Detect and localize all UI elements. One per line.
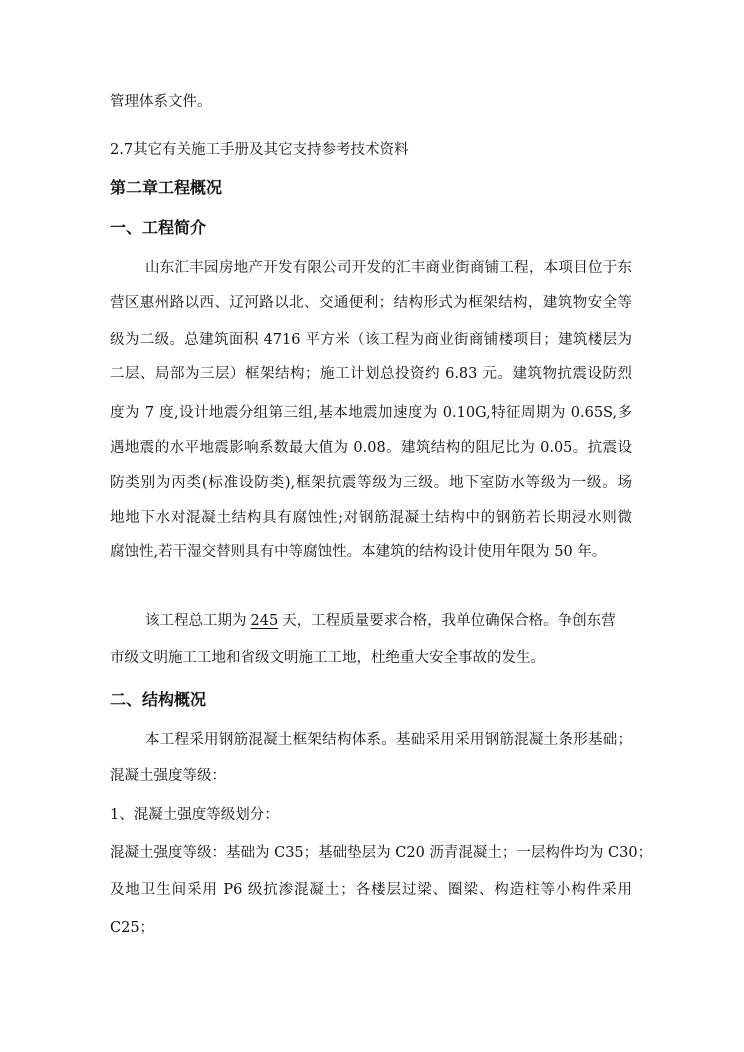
paragraph-line: 级为二级。总建筑面积 4716 平方米（该工程为商业街商铺楼项目；建筑楼层为 (110, 332, 632, 348)
paragraph-line: 混凝土强度等级： (110, 768, 226, 784)
paragraph-line: 混凝土强度等级：基础为 C35；基础垫层为 C20 沥青混凝土；一层构件均为 C30； (110, 845, 653, 861)
paragraph-line: 地地下水对混凝土结构具有腐蚀性;对钢筋混凝土结构中的钢筋若长期浸水则微 (110, 510, 632, 526)
paragraph-line: 1、混凝土强度等级划分： (110, 807, 279, 823)
paragraph-line (145, 611, 632, 631)
duration-suffix: 天，工程质量要求合格，我单位确保合格。争创东营 (282, 613, 616, 629)
duration-value: 245 (250, 613, 279, 629)
paragraph-line: 山东汇丰园房地产开发有限公司开发的汇丰商业街商铺工程，本项目位于东 (145, 260, 632, 276)
paragraph-line: 及地卫生间采用 P6 级抗渗混凝土；各楼层过梁、圈梁、构造柱等小构件采用 (110, 882, 632, 898)
paragraph-line: C25； (110, 920, 155, 936)
text-line: 2.7其它有关施工手册及其它支持参考技术资料 (110, 142, 409, 158)
paragraph-line: 度为 7 度,设计地震分组第三组,基本地震加速度为 0.10G,特征周期为 0.65S,多 (110, 405, 632, 421)
paragraph-line: 二层、局部为三层）框架结构；施工计划总投资约 6.83 元。建筑物抗震设防烈 (110, 366, 632, 382)
paragraph-line: 市级文明施工工地和省级文明施工工地，杜绝重大安全事故的发生。 (110, 650, 545, 666)
duration-prefix: 该工程总工期为 (145, 613, 247, 629)
paragraph-line: 本工程采用钢筋混凝土框架结构体系。基础采用采用钢筋混凝土条形基础； (145, 732, 632, 748)
paragraph-line: 腐蚀性,若干湿交替则具有中等腐蚀性。本建筑的结构设计使用年限为 50 年。 (110, 544, 607, 560)
section-title: 二、结构概况 (110, 690, 207, 709)
section-title: 一、工程简介 (110, 218, 207, 237)
chapter-title: 第二章工程概况 (110, 178, 223, 197)
paragraph-line: 防类别为丙类(标准设防类),框架抗震等级为三级。地下室防水等级为一级。场 (110, 475, 632, 491)
paragraph-line: 遇地震的水平地震影响系数最大值为 0.08。建筑结构的阻尼比为 0.05。抗震设 (110, 440, 632, 456)
text-line: 管理体系文件。 (110, 94, 212, 110)
paragraph-line: 营区惠州路以西、辽河路以北、交通便利；结构形式为框架结构，建筑物安全等 (110, 295, 632, 311)
